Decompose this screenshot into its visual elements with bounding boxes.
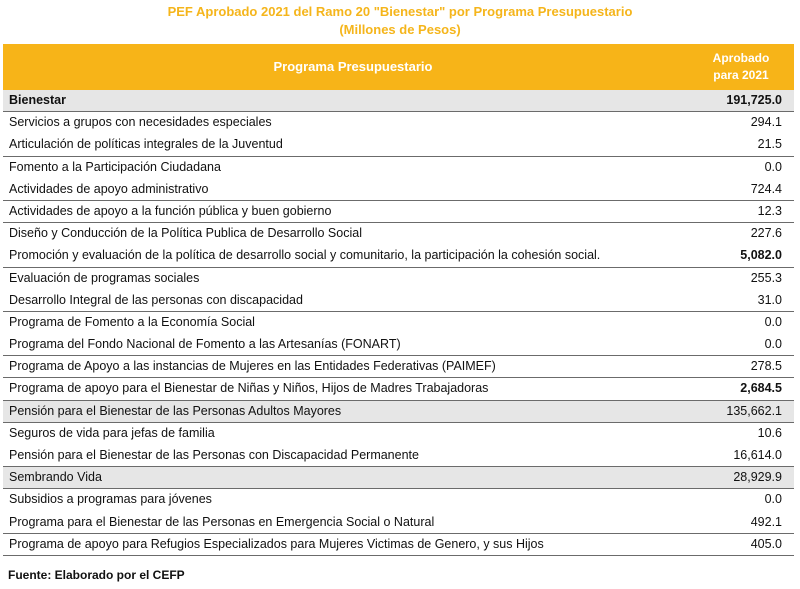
table-subtitle: (Millones de Pesos) bbox=[339, 22, 461, 37]
row-label: Sembrando Vida bbox=[9, 470, 102, 485]
row-value: 0.0 bbox=[764, 337, 782, 352]
row-label: Programa del Fondo Nacional de Fomento a las Artesanías (FONART) bbox=[9, 337, 401, 352]
table-row bbox=[3, 489, 794, 511]
row-label: Programa de apoyo para el Bienestar de Niñas y Niños, Hijos de Madres Trabajadoras bbox=[9, 381, 489, 396]
table-row bbox=[3, 467, 794, 489]
table-row bbox=[3, 334, 794, 356]
table-row-total bbox=[3, 90, 794, 112]
table-row bbox=[3, 312, 794, 334]
row-label: Servicios a grupos con necesidades especiales bbox=[9, 115, 272, 130]
header-approved-line1: Aprobado bbox=[712, 51, 770, 65]
row-value: 405.0 bbox=[750, 536, 782, 551]
row-value: 0.0 bbox=[764, 492, 782, 507]
row-value: 227.6 bbox=[750, 226, 782, 241]
table-row bbox=[3, 512, 794, 534]
row-label: Diseño y Conducción de la Política Publica de Desarrollo Social bbox=[9, 226, 362, 241]
table-row bbox=[3, 112, 794, 134]
row-value: 255.3 bbox=[750, 270, 782, 285]
header-approved bbox=[696, 50, 786, 84]
row-value: 5,082.0 bbox=[740, 248, 782, 263]
row-value: 724.4 bbox=[750, 181, 782, 196]
row-value: 278.5 bbox=[750, 359, 782, 374]
row-label: Programa para el Bienestar de las Personas en Emergencia Social o Natural bbox=[9, 514, 435, 529]
row-label: Actividades de apoyo a la función pública y buen gobierno bbox=[9, 203, 332, 218]
table-title: PEF Aprobado 2021 del Ramo 20 "Bienestar" por Programa Presupuestario bbox=[167, 4, 633, 19]
row-label: Actividades de apoyo administrativo bbox=[9, 181, 209, 196]
row-value: 2,684.5 bbox=[740, 381, 782, 396]
row-label: Programa de Apoyo a las instancias de Mujeres en las Entidades Federativas (PAIMEF) bbox=[9, 359, 496, 374]
row-value: 191,725.0 bbox=[726, 93, 782, 107]
row-label: Fomento a la Participación Ciudadana bbox=[9, 159, 221, 174]
row-value: 10.6 bbox=[757, 425, 782, 440]
table-row bbox=[3, 423, 794, 445]
row-label: Articulación de políticas integrales de la Juventud bbox=[9, 137, 283, 152]
row-value: 16,614.0 bbox=[733, 448, 782, 462]
row-label: Pensión para el Bienestar de las Personas Adultos Mayores bbox=[9, 403, 342, 418]
header-approved-line2: para 2021 bbox=[713, 68, 769, 82]
table-row bbox=[3, 245, 794, 267]
table-row bbox=[3, 201, 794, 223]
source-note: Fuente: Elaborado por el CEFP bbox=[8, 568, 185, 582]
table-row bbox=[3, 157, 794, 179]
row-value: 31.0 bbox=[757, 292, 782, 307]
table-row bbox=[3, 290, 794, 312]
table-row bbox=[3, 223, 794, 245]
row-value: 0.0 bbox=[764, 159, 782, 174]
row-label: Pensión para el Bienestar de las Personas con Discapacidad Permanente bbox=[9, 448, 419, 462]
table-row bbox=[3, 268, 794, 290]
row-label: Programa de apoyo para Refugios Especializados para Mujeres Victimas de Genero, y sus Hijos bbox=[9, 536, 544, 551]
row-label: Promoción y evaluación de la política de desarrollo social y comunitario, la participación la cohesión social. bbox=[9, 248, 601, 263]
table-row bbox=[3, 356, 794, 378]
row-label: Desarrollo Integral de las personas con discapacidad bbox=[9, 292, 303, 307]
row-label: Programa de Fomento a la Economía Social bbox=[9, 314, 255, 329]
table-body bbox=[3, 90, 794, 556]
table-header bbox=[3, 44, 794, 90]
row-value: 28,929.9 bbox=[733, 470, 782, 485]
row-value: 492.1 bbox=[750, 514, 782, 529]
row-label: Seguros de vida para jefas de familia bbox=[9, 425, 215, 440]
table-row bbox=[3, 401, 794, 423]
row-value: 294.1 bbox=[750, 115, 782, 130]
table-row bbox=[3, 534, 794, 556]
row-value: 135,662.1 bbox=[726, 403, 782, 418]
row-value: 12.3 bbox=[757, 203, 782, 218]
row-label: Subsidios a programas para jóvenes bbox=[9, 492, 212, 507]
table-row bbox=[3, 134, 794, 156]
table-row bbox=[3, 445, 794, 467]
row-value: 0.0 bbox=[764, 314, 782, 329]
row-label: Evaluación de programas sociales bbox=[9, 270, 200, 285]
table-row bbox=[3, 378, 794, 400]
table-row bbox=[3, 179, 794, 201]
row-label: Bienestar bbox=[9, 93, 66, 107]
row-value: 21.5 bbox=[757, 137, 782, 152]
header-program: Programa Presupuestario bbox=[273, 59, 433, 74]
